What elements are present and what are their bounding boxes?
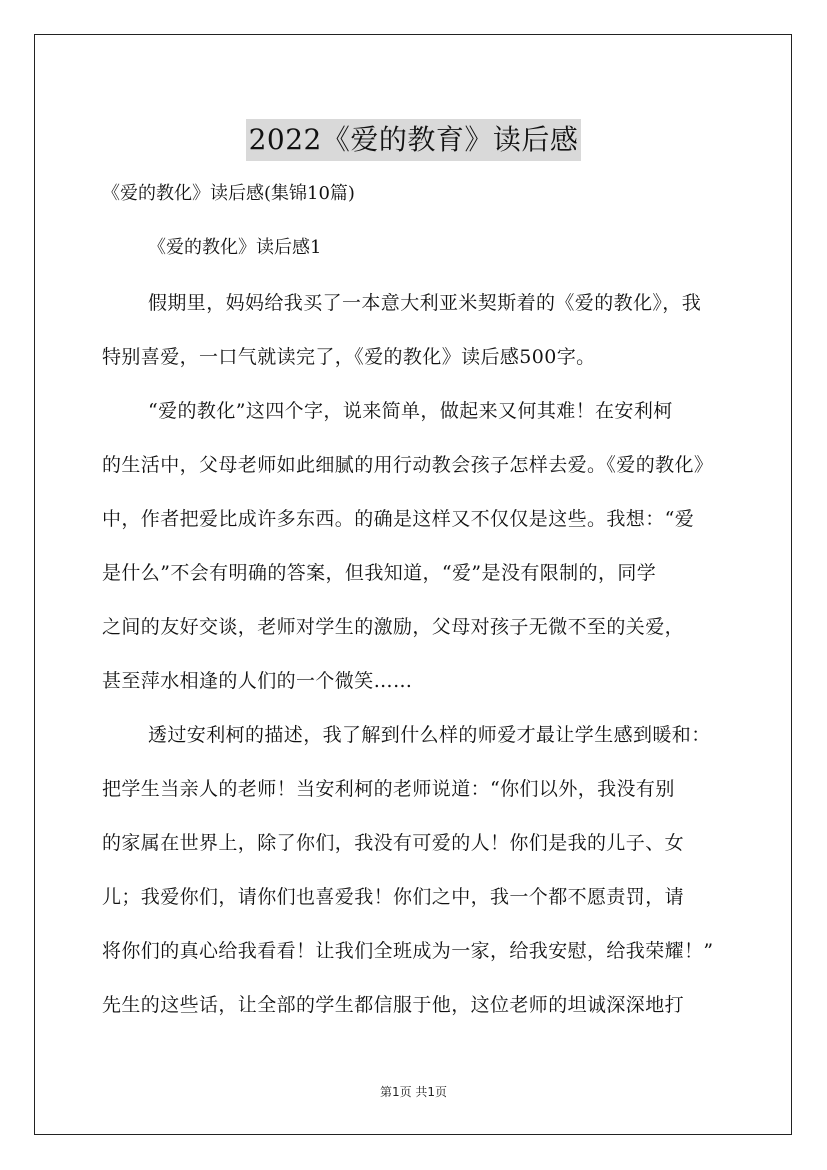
page-footer: 第1页 共1页 [379, 1085, 448, 1099]
body-line: 儿；我爱你们，请你们也喜爱我！你们之中，我一个都不愿责罚，请 [102, 886, 685, 908]
body-line: “爱的教化”这四个字，说来简单，做起来又何其难！在安利柯 [148, 400, 673, 422]
body-line: 先生的这些话，让全部的学生都信服于他，这位老师的坦诚深深地打 [102, 994, 685, 1016]
body-line: 中，作者把爱比成许多东西。的确是这样又不仅仅是这些。我想：“爱 [102, 508, 695, 530]
section-heading: 《爱的教化》读后感1 [148, 237, 322, 258]
body-line: 是什么”不会有明确的答案，但我知道，“爱”是没有限制的，同学 [102, 562, 657, 584]
body-line: 的家属在世界上，除了你们，我没有可爱的人！你们是我的儿子、女 [102, 832, 685, 854]
title-container [0, 100, 827, 180]
body-line: 特别喜爱，一口气就读完了，《爱的教化》读后感500字。 [102, 346, 596, 368]
body-line: 把学生当亲人的老师！当安利柯的老师说道：“你们以外，我没有别 [102, 778, 675, 800]
document-subtitle: 《爱的教化》读后感(集锦10篇) [102, 183, 355, 204]
document-title: 2022《爱的教育》读后感 [246, 119, 582, 161]
body-line: 的生活中，父母老师如此细腻的用行动教会孩子怎样去爱。《爱的教化》 [102, 454, 714, 476]
body-line: 透过安利柯的描述，我了解到什么样的师爱才最让学生感到暖和： [148, 724, 711, 746]
body-line: 将你们的真心给我看看！让我们全班成为一家，给我安慰，给我荣耀！” [102, 940, 714, 962]
body-line: 之间的友好交谈，老师对学生的激励，父母对孩子无微不至的关爱， [102, 616, 685, 638]
body-line: 假期里，妈妈给我买了一本意大利亚米契斯着的《爱的教化》，我 [148, 292, 702, 314]
body-line: 甚至萍水相逢的人们的一个微笑…… [102, 670, 413, 692]
